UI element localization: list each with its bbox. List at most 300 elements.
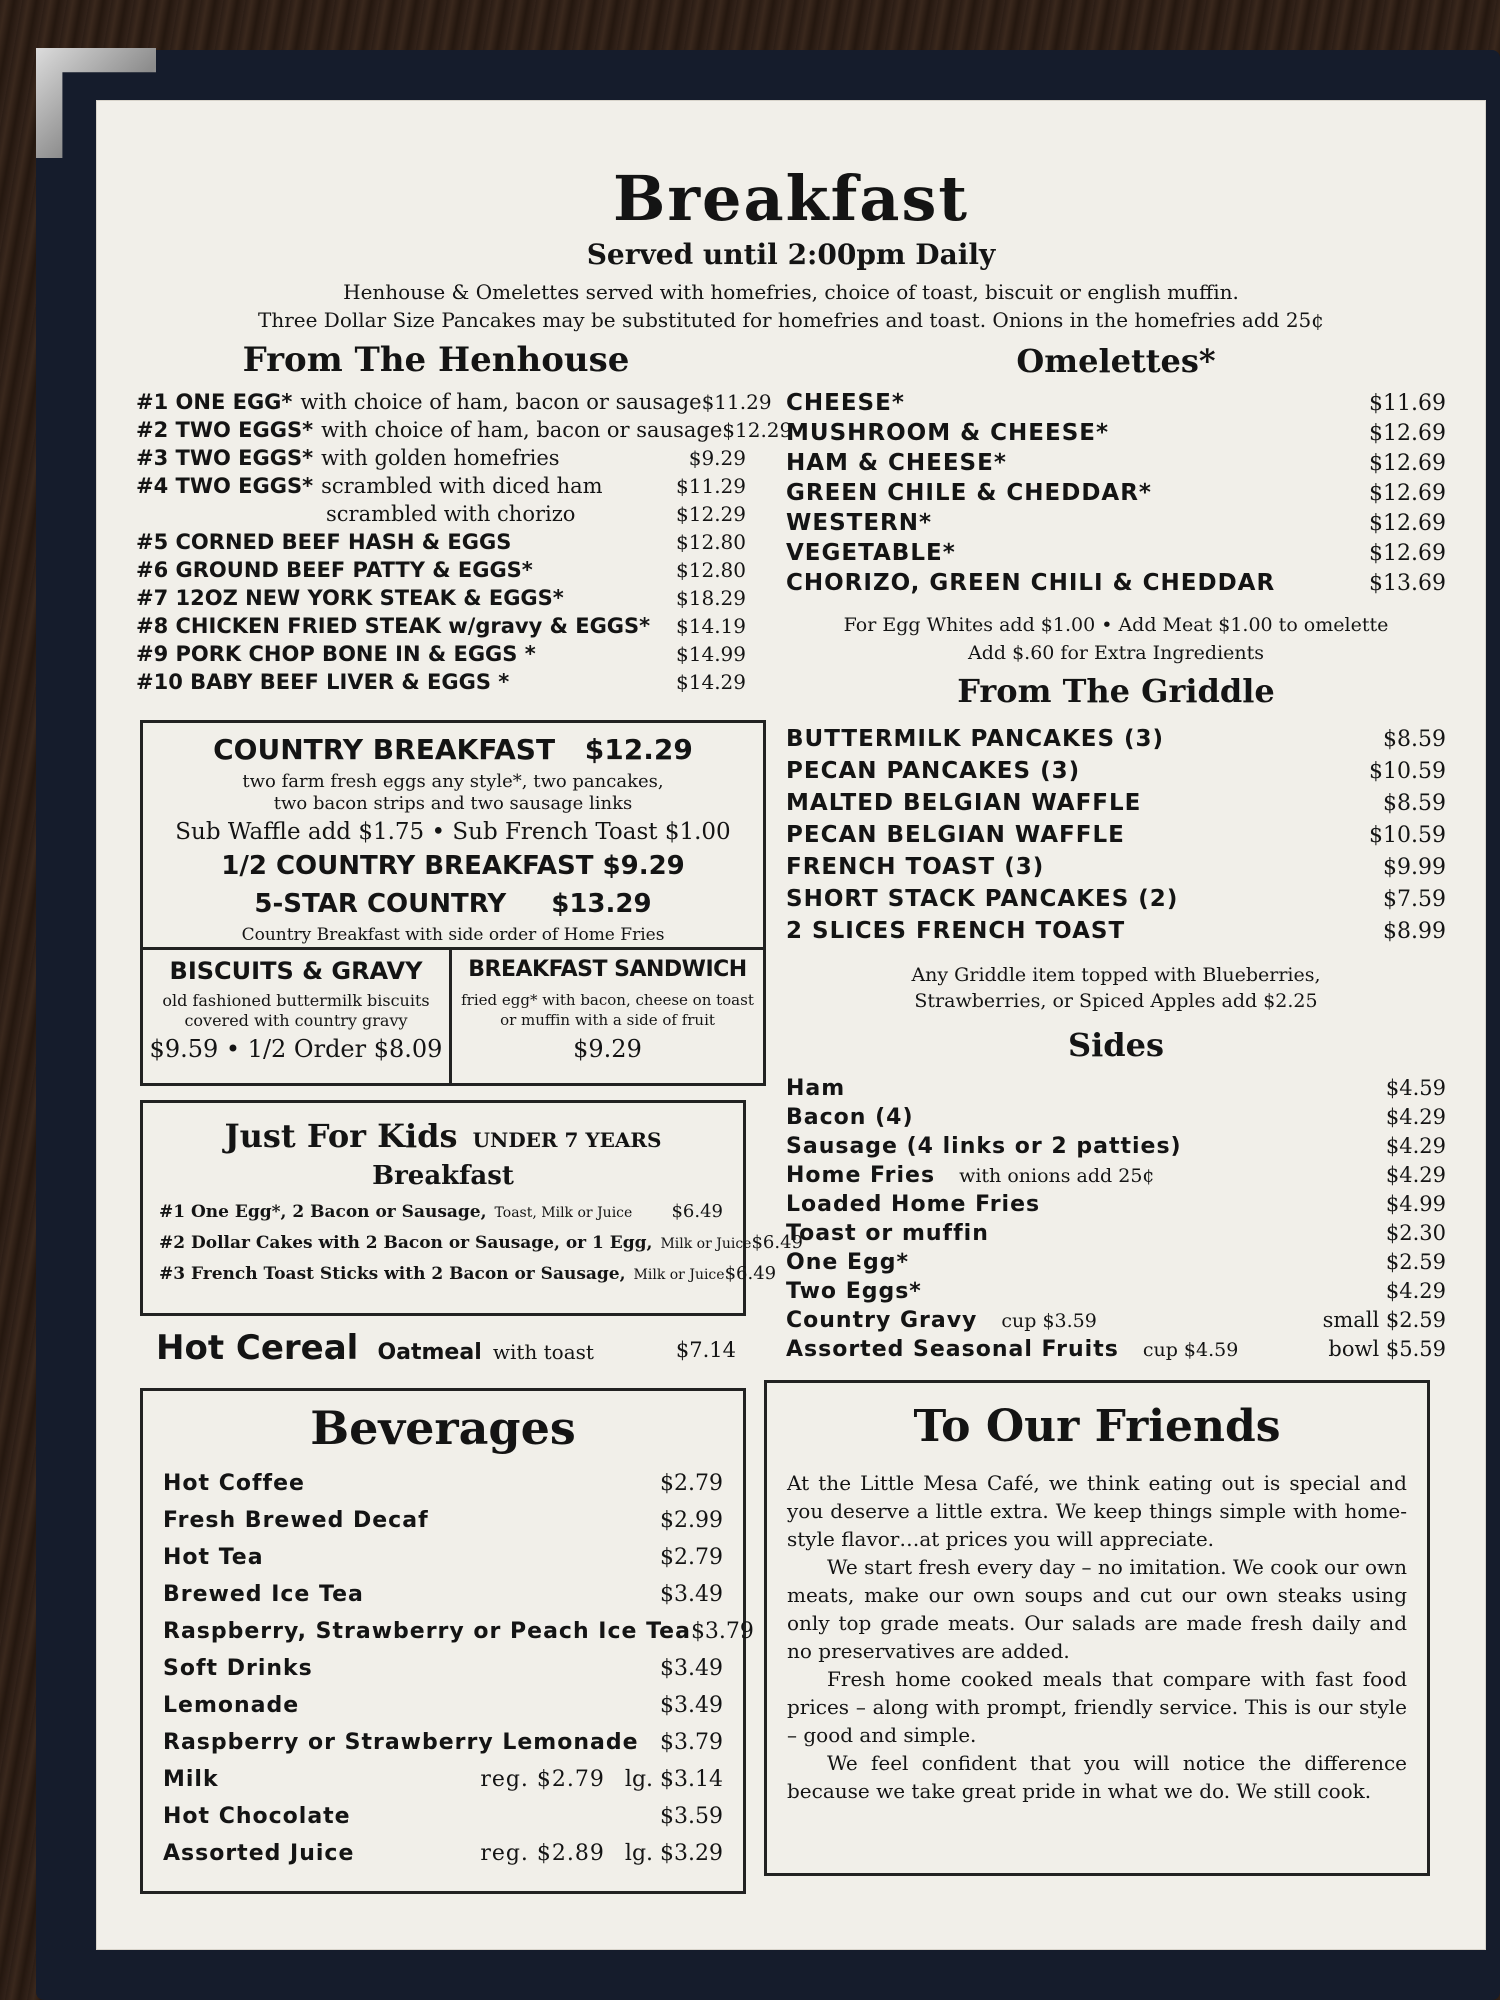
item-price: bowl $5.59 (1328, 1337, 1446, 1361)
item-price-group (1369, 421, 1446, 446)
item-price: $11.29 (701, 390, 772, 414)
item-name: Bacon (4) (786, 1105, 914, 1130)
item-name: Home Fries (786, 1163, 936, 1188)
item-label-group (786, 854, 1044, 880)
biscuits-desc-1: old fashioned buttermilk biscuits (162, 991, 430, 1010)
menu-item-row (786, 758, 1446, 784)
biscuits-title: BISCUITS & GRAVY (169, 957, 423, 985)
menu-item-row (136, 418, 793, 442)
item-price: $12.69 (1369, 451, 1446, 476)
item-price-group (660, 1582, 723, 1607)
oatmeal-label: Oatmeal (377, 1340, 482, 1365)
item-price-group (702, 390, 772, 414)
menu-item-row (786, 390, 1446, 416)
item-price-group (1369, 823, 1446, 848)
item-price: $2.30 (1385, 1221, 1446, 1245)
menu-item-row (786, 822, 1446, 848)
friends-heading: To Our Friends (913, 1401, 1281, 1452)
item-price: $12.80 (676, 530, 746, 554)
menu-item-row (163, 1545, 723, 1570)
page-title: Breakfast (612, 162, 970, 235)
omelettes-heading: Omelettes* (1016, 342, 1216, 380)
item-desc: Milk or Juice (633, 1267, 725, 1283)
biscuits-desc-2: covered with country gravy (184, 1011, 408, 1030)
item-label-group (786, 1279, 922, 1304)
item-price: $4.29 (1385, 1105, 1446, 1129)
item-regular-price: reg. $2.79 (480, 1767, 605, 1792)
item-price-group (660, 1693, 723, 1718)
menu-item-row (163, 1508, 723, 1533)
item-price-group (1328, 1337, 1446, 1361)
item-price-group (676, 642, 746, 666)
menu-item-row (786, 1279, 1446, 1304)
item-price-group (1386, 1192, 1446, 1216)
item-name: Hot Coffee (163, 1471, 305, 1496)
item-price: $7.59 (1383, 887, 1446, 912)
country-breakfast-price: $12.29 (584, 733, 693, 766)
menu-item-row (786, 570, 1446, 596)
header-note-1: Henhouse & Omelettes served with homefries, choice of toast, biscuit or english muffin. (343, 280, 1239, 304)
item-price-group (1386, 1105, 1446, 1129)
item-price: $3.49 (660, 1656, 723, 1681)
country-breakfast-title: COUNTRY BREAKFAST (213, 733, 556, 766)
item-label-group (163, 1693, 299, 1718)
item-name: Lemonade (163, 1693, 300, 1718)
item-name: Hot Chocolate (163, 1804, 351, 1829)
menu-item-row (163, 1619, 754, 1644)
item-name: Sausage (4 links or 2 patties) (786, 1134, 1182, 1159)
friends-paragraph-3: Fresh home cooked meals that compare with fast food prices – along with prompt, friendly service. This is our style – good and simple. (787, 1667, 1407, 1747)
item-name: Soft Drinks (163, 1656, 313, 1681)
item-price-group (1386, 1279, 1446, 1303)
menu-item-row (786, 450, 1446, 476)
item-price-group (1386, 1163, 1446, 1187)
menu-item-row (163, 1656, 723, 1681)
item-price: $4.29 (1385, 1279, 1446, 1303)
item-name: CHEESE* (786, 390, 905, 416)
item-price-group (689, 446, 746, 470)
menu-item-row (136, 614, 746, 638)
menu-item-row (136, 642, 746, 666)
menu-item-row (786, 854, 1446, 880)
item-price-group (691, 1619, 754, 1644)
item-label-group (136, 418, 722, 442)
country-sub: Sub Waffle add $1.75 • Sub French Toast $1.00 (175, 819, 731, 845)
item-price-group (1369, 391, 1446, 416)
item-regular-price: reg. $2.89 (480, 1841, 605, 1866)
item-price-group (676, 530, 746, 554)
item-label-group (786, 1134, 1182, 1159)
item-price-group (676, 670, 746, 694)
menu-item-row (786, 1134, 1446, 1159)
item-price-group (1386, 1076, 1446, 1100)
item-price: $11.69 (1369, 391, 1446, 416)
menu-item-row (786, 420, 1446, 446)
item-price-group (671, 1201, 723, 1222)
menu-item-row (163, 1582, 723, 1607)
item-label-group (786, 1221, 989, 1246)
item-name: PECAN PANCAKES (3) (786, 758, 1081, 784)
item-price: $4.99 (1385, 1192, 1446, 1216)
item-name: #3 French Toast Sticks with 2 Bacon or Sausage, (159, 1264, 626, 1284)
friends-paragraph-4: We feel confident that you will notice the difference because we take great pride in what we do. We still cook. (787, 1751, 1407, 1803)
item-desc: with golden homefries (321, 446, 560, 470)
item-name: One Egg* (786, 1250, 909, 1275)
item-label-group (786, 420, 1109, 446)
kids-box (140, 1100, 803, 1316)
item-name: Two Eggs* (786, 1279, 922, 1304)
item-label-group (136, 558, 533, 582)
friends-box (764, 1380, 1430, 1876)
friends-paragraph-2: We start fresh every day – no imitation. We cook our own meats, make our own soups and cut our own steaks using only top grade meats. Our salads are made fresh daily and no preservatives are added. (787, 1555, 1407, 1663)
item-price-group (1369, 759, 1446, 784)
item-name: #9 PORK CHOP BONE IN & EGGS * (136, 642, 536, 666)
item-price-group (660, 1471, 723, 1496)
item-price-group (1369, 541, 1446, 566)
item-price: lg. $3.29 (624, 1841, 723, 1866)
omelette-note-1: For Egg Whites add $1.00 • Add Meat $1.00 to omelette (843, 614, 1389, 636)
item-name: Fresh Brewed Decaf (163, 1508, 429, 1533)
item-label-group (163, 1508, 429, 1533)
item-name: Loaded Home Fries (786, 1192, 1041, 1217)
item-label-group (786, 510, 932, 536)
item-label-group (786, 1337, 1238, 1362)
item-price-group (676, 586, 746, 610)
item-price: $8.59 (1383, 727, 1446, 752)
half-country-breakfast: 1/2 COUNTRY BREAKFAST $9.29 (221, 851, 685, 881)
item-label-group (136, 446, 560, 470)
menu-item-row (136, 670, 746, 694)
menu-item-row (786, 1337, 1446, 1362)
item-price: $2.79 (660, 1545, 723, 1570)
item-price-group (1386, 1250, 1446, 1274)
item-label-group (163, 1656, 313, 1681)
item-name: GREEN CHILE & CHEDDAR* (786, 480, 1152, 506)
item-price: $12.69 (1369, 421, 1446, 446)
item-price: $3.79 (690, 1619, 754, 1644)
item-label-group (786, 480, 1152, 506)
item-name: FRENCH TOAST (3) (786, 854, 1045, 880)
menu-item-row (786, 510, 1446, 536)
item-price: $14.99 (676, 642, 746, 666)
oatmeal-desc: with toast (492, 1340, 594, 1364)
item-name: Raspberry or Strawberry Lemonade (163, 1730, 639, 1755)
country-desc-2: two bacon strips and two sausage links (273, 793, 633, 814)
item-price-group (1383, 919, 1446, 944)
item-price: $6.49 (671, 1201, 723, 1222)
menu-item-row (163, 1471, 723, 1496)
item-label-group (163, 1730, 639, 1755)
item-label-group (163, 1619, 691, 1644)
biscuits-price: $9.59 • 1/2 Order $8.09 (149, 1035, 443, 1063)
henhouse-heading: From The Henhouse (242, 340, 630, 380)
item-price: $3.79 (660, 1730, 723, 1755)
griddle-heading: From The Griddle (957, 672, 1275, 710)
item-price-group (660, 1508, 723, 1533)
item-price-group (1323, 1308, 1446, 1332)
item-price: $4.29 (1385, 1134, 1446, 1158)
item-price: $3.49 (660, 1582, 723, 1607)
page-subtitle: Served until 2:00pm Daily (586, 238, 996, 271)
item-price: $2.59 (1385, 1250, 1446, 1274)
country-breakfast-box (140, 720, 766, 1086)
menu-item-row (136, 502, 746, 526)
item-name: #8 CHICKEN FRIED STEAK w/gravy & EGGS* (136, 614, 651, 638)
item-label-group (159, 1233, 751, 1253)
item-price-group (676, 474, 746, 498)
item-name: #6 GROUND BEEF PATTY & EGGS* (136, 558, 533, 582)
menu-item-row (786, 886, 1446, 912)
item-name: Hot Tea (163, 1545, 264, 1570)
item-price-group (660, 1804, 723, 1829)
menu-item-row (136, 390, 772, 414)
item-label-group (136, 586, 564, 610)
menu-item-row (786, 918, 1446, 944)
item-label-group (786, 1163, 1155, 1188)
divider (143, 947, 763, 950)
item-price-group (1383, 887, 1446, 912)
item-price: $9.29 (688, 446, 746, 470)
item-label-group (163, 1545, 264, 1570)
item-label-group (786, 790, 1141, 816)
item-name: #2 TWO EGGS* (136, 418, 314, 442)
item-desc: scrambled with diced ham (321, 474, 603, 498)
menu-item-row (136, 530, 746, 554)
item-price: $6.49 (751, 1232, 803, 1253)
item-price: $4.59 (1385, 1076, 1446, 1100)
item-label-group (136, 530, 511, 554)
menu-item-row (159, 1263, 777, 1284)
item-label-group (136, 642, 536, 666)
item-price: $10.59 (1369, 759, 1446, 784)
item-label-group (159, 1202, 632, 1222)
menu-item-row (136, 558, 746, 582)
item-price-group (480, 1841, 723, 1866)
item-price: $2.99 (660, 1508, 723, 1533)
item-label-group (163, 1767, 219, 1792)
item-name: #4 TWO EGGS* (136, 474, 314, 498)
item-name: #2 Dollar Cakes with 2 Bacon or Sausage, or 1 Egg, (159, 1233, 653, 1253)
friends-paragraph-1: At the Little Mesa Café, we think eating out is special and you deserve a little extra. We keep things simple with home-style flavor…at prices you will appreciate. (787, 1471, 1407, 1551)
item-price: $12.69 (1369, 511, 1446, 536)
griddle-note-1: Any Griddle item topped with Blueberries, (911, 964, 1321, 986)
item-price: $8.59 (1383, 791, 1446, 816)
menu-item-row (163, 1730, 723, 1755)
item-price: $4.29 (1385, 1163, 1446, 1187)
item-name: Milk (163, 1767, 219, 1792)
item-label-group (163, 1804, 351, 1829)
item-name: #7 12OZ NEW YORK STEAK & EGGS* (136, 586, 564, 610)
kids-age: UNDER 7 YEARS (472, 1128, 662, 1152)
sandwich-title: BREAKFAST SANDWICH (468, 957, 747, 982)
item-price: $2.79 (660, 1471, 723, 1496)
sandwich-desc-1: fried egg* with bacon, cheese on toast (461, 991, 754, 1009)
item-label-group (786, 726, 1164, 752)
item-name: PECAN BELGIAN WAFFLE (786, 822, 1125, 848)
menu-item-row (786, 1308, 1446, 1333)
item-label-group (159, 1264, 725, 1284)
item-desc: Milk or Juice (660, 1236, 752, 1252)
item-desc: with onions add 25¢ (959, 1165, 1155, 1187)
item-price: small $2.59 (1322, 1308, 1446, 1332)
item-label-group (786, 570, 1275, 596)
item-name: Assorted Seasonal Fruits (786, 1337, 1119, 1362)
item-price-group (725, 1263, 777, 1284)
menu-item-row (786, 1163, 1446, 1188)
item-name: WESTERN* (786, 510, 933, 536)
item-name: #10 BABY BEEF LIVER & EGGS * (136, 670, 510, 694)
item-price: lg. $3.14 (624, 1767, 723, 1792)
sandwich-price: $9.29 (573, 1035, 642, 1063)
item-name: VEGETABLE* (786, 540, 956, 566)
menu-item-row (786, 1076, 1446, 1101)
item-label-group (786, 450, 1007, 476)
header-note-2: Three Dollar Size Pancakes may be substituted for homefries and toast. Onions in the homefries add 25¢ (258, 308, 1324, 332)
item-price-group (660, 1656, 723, 1681)
kids-subheading: Breakfast (372, 1161, 514, 1191)
item-price: $10.59 (1369, 823, 1446, 848)
menu-item-row (786, 480, 1446, 506)
item-price-group (1383, 727, 1446, 752)
item-name: MALTED BELGIAN WAFFLE (786, 790, 1142, 816)
item-price-group (1369, 571, 1446, 596)
item-price-group (676, 502, 746, 526)
item-label-group (163, 1841, 354, 1866)
item-label-group (786, 390, 905, 416)
item-name: #5 CORNED BEEF HASH & EGGS (136, 530, 512, 554)
menu-item-row (786, 726, 1446, 752)
item-price-group (1383, 855, 1446, 880)
item-label-group (136, 390, 702, 414)
beverages-box (140, 1388, 754, 1894)
item-price: $3.59 (660, 1804, 723, 1829)
menu-item-row (159, 1232, 803, 1253)
friends-text (787, 1469, 1407, 1805)
item-desc: scrambled with chorizo (326, 502, 576, 526)
item-label-group (786, 886, 1178, 912)
item-price-group (660, 1545, 723, 1570)
item-name: Country Gravy (786, 1308, 978, 1333)
item-desc: with choice of ham, bacon or sausage (300, 390, 702, 414)
five-star-desc: Country Breakfast with side order of Home Fries (241, 925, 665, 945)
beverages-heading: Beverages (310, 1401, 576, 1455)
item-name: Assorted Juice (163, 1841, 355, 1866)
item-price-group (1369, 451, 1446, 476)
menu-item-row (163, 1767, 723, 1792)
five-star-title: 5-STAR COUNTRY (254, 889, 507, 919)
item-price: $6.49 (724, 1263, 777, 1284)
item-price: $12.80 (676, 558, 746, 582)
item-name: #1 One Egg*, 2 Bacon or Sausage, (159, 1202, 487, 1222)
item-name: #1 ONE EGG* (136, 390, 293, 414)
country-desc-1: two farm fresh eggs any style*, two pancakes, (242, 771, 664, 792)
item-label-group (136, 670, 509, 694)
five-star-price: $13.29 (551, 889, 652, 919)
item-name: SHORT STACK PANCAKES (2) (786, 886, 1179, 912)
item-label-group (136, 502, 575, 526)
item-price: $14.19 (676, 614, 746, 638)
item-price-group (676, 614, 746, 638)
item-price: $14.29 (676, 670, 746, 694)
menu-item-row (163, 1841, 723, 1866)
item-label-group (786, 758, 1080, 784)
griddle-note-2: Strawberries, or Spiced Apples add $2.25 (914, 990, 1318, 1012)
item-name: Toast or muffin (786, 1221, 989, 1246)
item-label-group (786, 1250, 909, 1275)
menu-item-row (136, 446, 746, 470)
menu-item-row (163, 1804, 723, 1829)
hot-cereal-title: Hot Cereal (156, 1328, 359, 1368)
item-price-group (1386, 1134, 1446, 1158)
item-desc: cup $3.59 (1001, 1310, 1097, 1332)
hot-cereal-row (156, 1328, 736, 1368)
menu-item-row (786, 1221, 1446, 1246)
menu-item-row (163, 1693, 723, 1718)
menu-item-row (786, 1105, 1446, 1130)
menu-item-row (136, 586, 746, 610)
item-name: #3 TWO EGGS* (136, 446, 314, 470)
item-price-group (722, 418, 792, 442)
menu-item-row (786, 540, 1446, 566)
item-price: $13.69 (1369, 571, 1446, 596)
menu-item-row (136, 474, 746, 498)
item-price-group (1369, 511, 1446, 536)
item-label-group (136, 474, 603, 498)
item-label-group (163, 1471, 305, 1496)
item-name: MUSHROOM & CHEESE* (786, 420, 1110, 446)
kids-heading: Just For Kids (224, 1117, 458, 1155)
item-label-group (136, 614, 650, 638)
item-price-group (676, 558, 746, 582)
item-label-group (786, 918, 1125, 944)
oatmeal-price: $7.14 (675, 1338, 736, 1362)
menu-item-row (159, 1201, 723, 1222)
item-label-group (786, 822, 1125, 848)
item-name: BUTTERMILK PANCAKES (3) (786, 726, 1165, 752)
item-price: $3.49 (660, 1693, 723, 1718)
item-label-group (786, 1105, 914, 1130)
item-name: 2 SLICES FRENCH TOAST (786, 918, 1126, 944)
item-name: HAM & CHEESE* (786, 450, 1007, 476)
item-desc: cup $4.59 (1142, 1339, 1239, 1361)
sides-heading: Sides (1067, 1026, 1164, 1064)
item-label-group (786, 1308, 1097, 1333)
item-price-group (1369, 481, 1446, 506)
item-price: $12.69 (1369, 481, 1446, 506)
item-price-group (1383, 791, 1446, 816)
item-price: $12.29 (676, 502, 746, 526)
item-label-group (786, 1076, 845, 1101)
item-name: Raspberry, Strawberry or Peach Ice Tea (163, 1619, 691, 1644)
menu-item-row (786, 1192, 1446, 1217)
item-price-group (480, 1767, 723, 1792)
item-price: $9.99 (1383, 855, 1446, 880)
menu-page (96, 100, 1486, 1950)
item-name: Ham (786, 1076, 846, 1101)
item-price: $11.29 (676, 474, 746, 498)
item-price-group (1386, 1221, 1446, 1245)
item-price: $8.99 (1383, 919, 1446, 944)
omelette-note-2: Add $.60 for Extra Ingredients (967, 642, 1265, 664)
item-name: CHORIZO, GREEN CHILI & CHEDDAR (786, 570, 1276, 596)
item-label-group (786, 540, 956, 566)
item-name: Brewed Ice Tea (163, 1582, 364, 1607)
item-desc: with choice of ham, bacon or sausage (321, 418, 723, 442)
item-price: $12.69 (1369, 541, 1446, 566)
menu-item-row (786, 1250, 1446, 1275)
item-price-group (660, 1730, 723, 1755)
item-label-group (786, 1192, 1040, 1217)
